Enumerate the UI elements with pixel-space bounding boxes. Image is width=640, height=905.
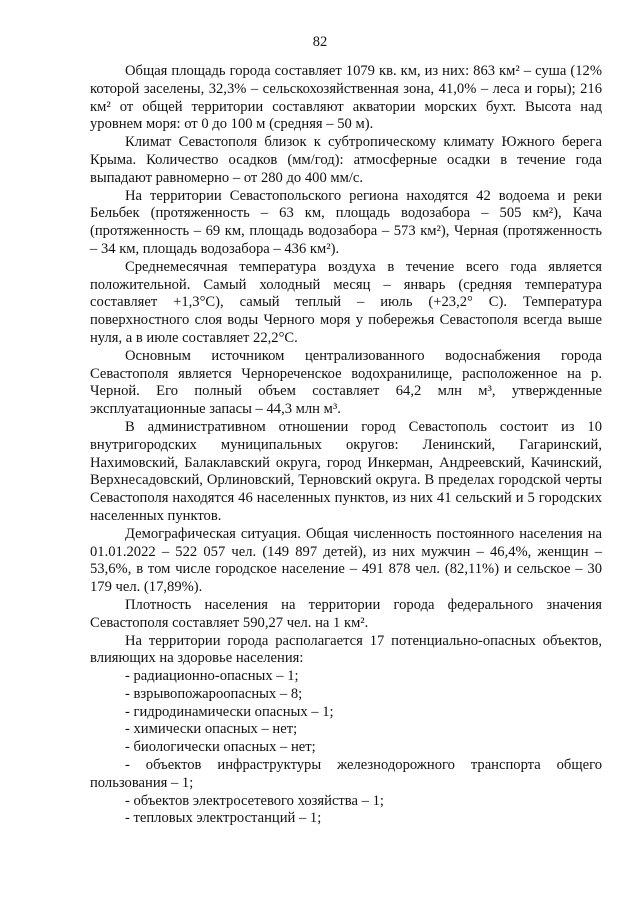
list-item-chemical: - химически опасных – нет; — [125, 721, 298, 738]
paragraph-water-supply: Основным источником централизованного водоснабжения города Севастополя является Чернореченское водохранилище, расположенное на р. Черной. Его полный объем составляет 64,2 млн м³, утвержденные эксплуатационные запасы – 44,3 млн м³. — [90, 347, 602, 418]
paragraph-density: Плотность населения на территории города федерального значения Севастополя составляет 590,27 чел. на 1 км². — [90, 596, 602, 631]
paragraph-area: Общая площадь города составляет 1079 кв. км, из них: 863 км² – суша (12% которой заселены, 32,3% – сельскохозяйственная зона, 41,0% – леса и горы); 216 км² от общей территории составляют акватории морских бухт. Высота над уровнем моря: от 0 до 100 м (средняя – 50 м). — [90, 63, 602, 133]
paragraph-water-bodies: На территории Севастопольского региона находятся 42 водоема и реки Бельбек (протяженность – 63 км, площадь водозабора – 505 км²), Кача (протяженность – 69 км, площадь водозабора – 573 км²), Черная (протяженность – 34 км, площадь водозабора – 436 км²). — [90, 187, 602, 257]
list-item-railway: - объектов инфраструктуры железнодорожного транспорта общего пользования – 1; — [90, 757, 602, 791]
document-body — [90, 63, 602, 828]
list-item-radiation: - радиационно-опасных – 1; — [125, 668, 299, 685]
paragraph-demographics: Демографическая ситуация. Общая численность постоянного населения на 01.01.2022 – 522 057 чел. (149 897 детей), из них мужчин – 46,4%, женщин – 53,6%, в том числе городское население – 491 878 чел. (82,11%) и сельское – 30 179 чел. (17,89%). — [90, 525, 602, 596]
list-item-thermal-plants: - тепловых электростанций – 1; — [125, 810, 322, 827]
list-item-power-grid: - объектов электросетевого хозяйства – 1; — [125, 792, 384, 809]
list-item-hydrodynamic: - гидродинамически опасных – 1; — [125, 703, 334, 720]
paragraph-climate: Климат Севастополя близок к субтропическому климату Южного берега Крыма. Количество осадков (мм/год): атмосферные осадки в течение года выпадают равномерно – от 280 до 400 мм/с. — [90, 134, 602, 186]
paragraph-administration: В административном отношении город Севастополь состоит из 10 внутригородских муниципальных округов: Ленинский, Гагаринский, Нахимовский, Балаклавский округа, город Инкерман, Андреевский, Качинский, Верхнесадовский, Орлиновский, Терновский округа. В пределах городской черты Севастополя находятся 46 населенных пунктов, из них 41 сельский и 5 городских населенных пунктов. — [90, 418, 602, 524]
page-number: 82 — [312, 34, 328, 50]
paragraph-hazardous-objects: На территории города располагается 17 потенциально-опасных объектов, влияющих на здоровье населения: — [90, 632, 602, 667]
paragraph-temperature: Среднемесячная температура воздуха в течение всего года является положительной. Самый холодный месяц – январь (средняя температура составляет +1,3°С), самый теплый – июль (+23,2° С). Температура поверхностного слоя воды Черного моря у побережья Севастополя всегда выше нуля, а в июле составляет 22,2°С. — [90, 258, 602, 346]
list-item-biological: - биологически опасных – нет; — [125, 739, 316, 756]
list-item-explosive: - взрывопожароопасных – 8; — [125, 685, 303, 702]
